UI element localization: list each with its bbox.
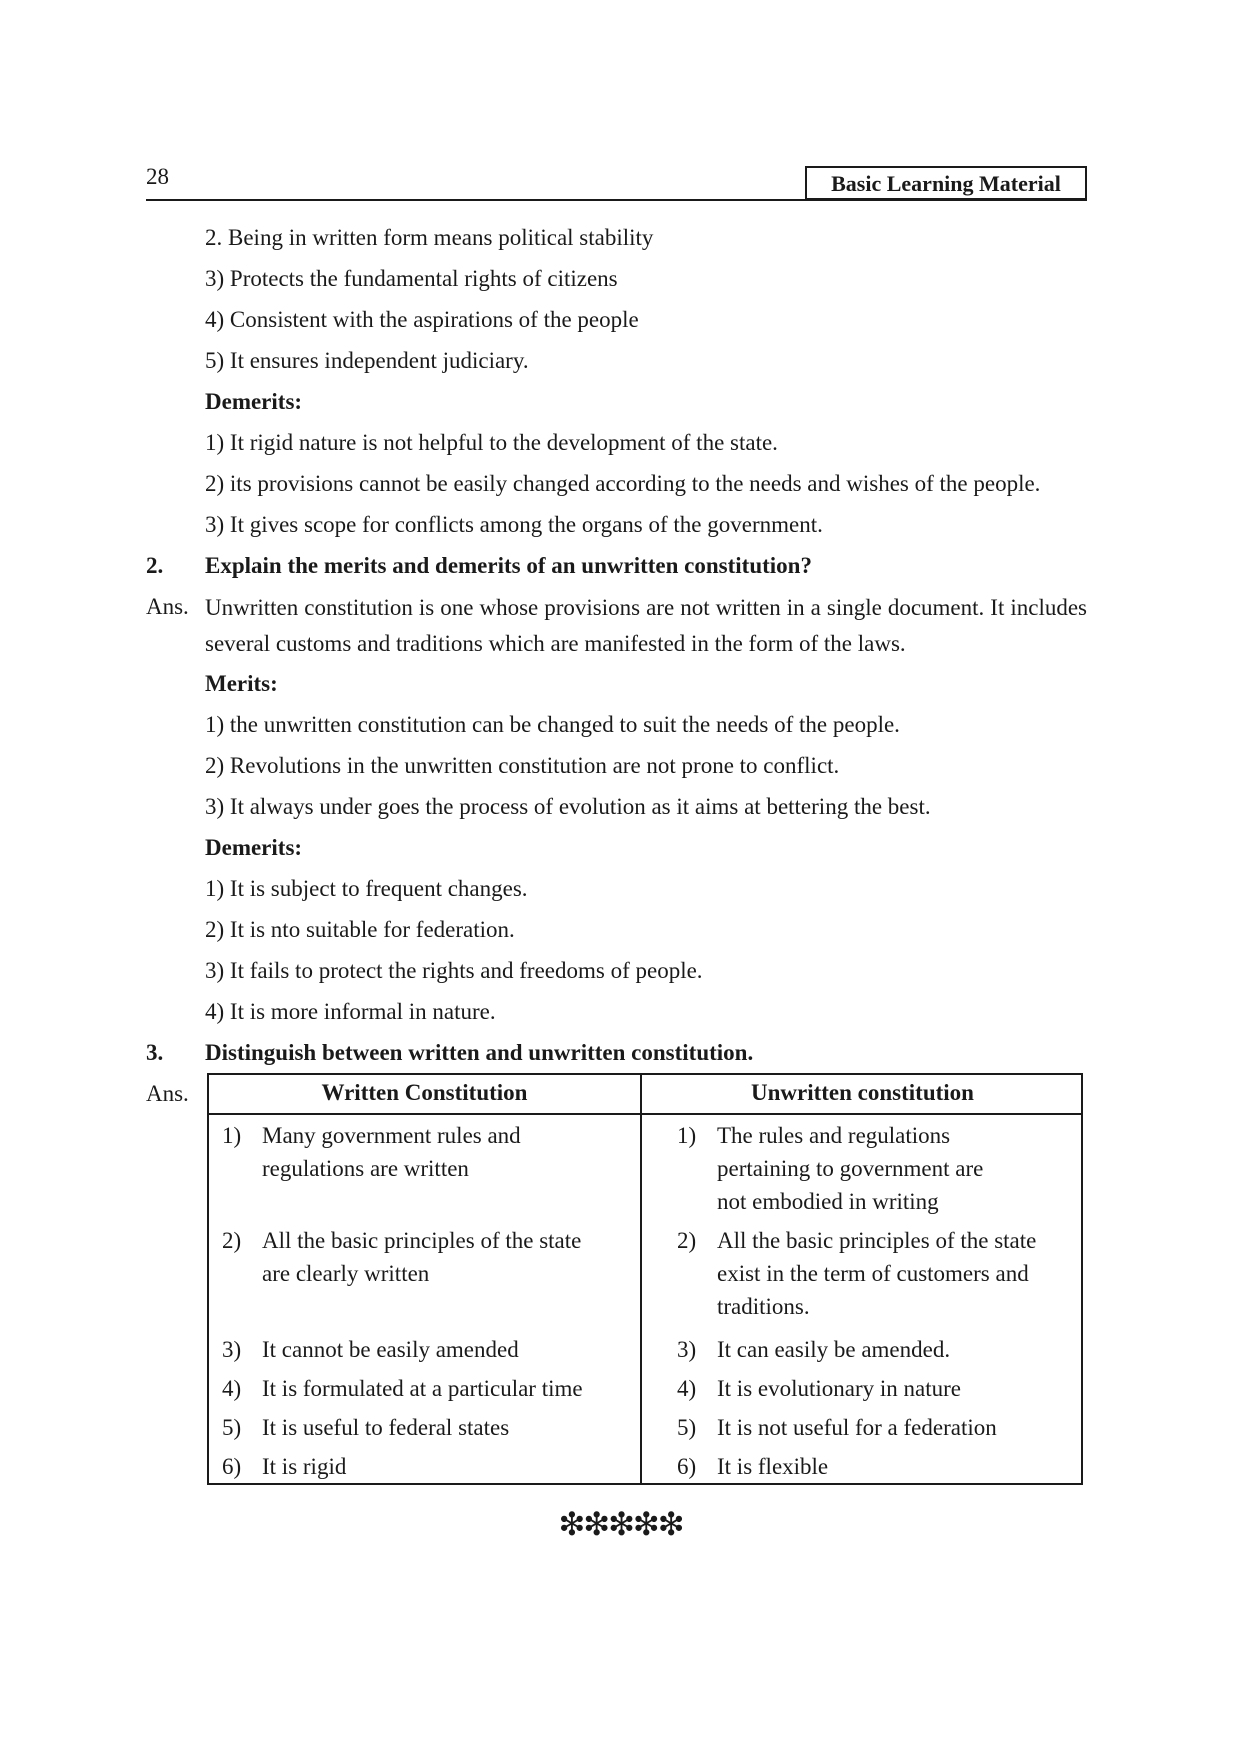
row-6-written-line-1: It is rigid [262,1454,347,1479]
row-1-written-line-1: Many government rules and [262,1123,521,1148]
row-1-unwritten-line-2: pertaining to government are [717,1156,984,1181]
question-3-number: 3. [146,1040,164,1065]
row-2-unwritten-line-2: exist in the term of customers and [717,1261,1029,1286]
unwritten-demerit-4: 4) It is more informal in nature. [205,999,496,1024]
unwritten-merit-3: 3) It always under goes the process of evolution as it aims at bettering the best. [205,794,931,819]
row-5-unwritten-num: 5) [677,1415,697,1440]
header-rule [146,199,1087,201]
row-2-unwritten-line-1: All the basic principles of the state [717,1228,1037,1253]
running-header-title: Basic Learning Material [805,166,1087,200]
row-1-unwritten-line-3: not embodied in writing [717,1189,939,1214]
row-1-unwritten-line-1: The rules and regulations [717,1123,951,1148]
row-4-written-line-1: It is formulated at a particular time [262,1376,583,1401]
row-6-unwritten-num: 6) [677,1454,697,1479]
question-2-number: 2. [146,553,164,578]
unwritten-demerit-3: 3) It fails to protect the rights and freedoms of people. [205,958,703,983]
written-merit-5: 5) It ensures independent judiciary. [205,348,529,373]
unwritten-demerits-heading: Demerits: [205,835,303,860]
row-5-written-line-1: It is useful to federal states [262,1415,510,1440]
unwritten-demerit-1: 1) It is subject to frequent changes. [205,876,528,901]
row-3-written-line-1: It cannot be easily amended [262,1337,519,1362]
row-2-unwritten-line-3: traditions. [717,1294,810,1319]
row-2-written-line-2: are clearly written [262,1261,430,1286]
table-header-unwritten: Unwritten constitution [751,1080,974,1105]
unwritten-merit-2: 2) Revolutions in the unwritten constitution are not prone to conflict. [205,753,840,778]
question-2-answer: Unwritten constitution is one whose provisions are not written in a single document. It includes several customs and traditions which are manifested in the form of the laws. [205,595,1087,656]
question-2-text: Explain the merits and demerits of an unwritten constitution? [205,553,812,578]
table-header-written: Written Constitution [321,1080,528,1105]
row-3-written-num: 3) [222,1337,242,1362]
row-5-unwritten-line-1: It is not useful for a federation [717,1415,997,1440]
row-4-unwritten-num: 4) [677,1376,697,1401]
row-6-written-num: 6) [222,1454,242,1479]
written-demerit-3: 3) It gives scope for conflicts among the organs of the government. [205,512,823,537]
written-demerit-1: 1) It rigid nature is not helpful to the development of the state. [205,430,778,455]
row-4-unwritten-line-1: It is evolutionary in nature [717,1376,961,1401]
end-ornament: ❇❇❇❇❇ [558,1506,683,1542]
written-demerit-2: 2) its provisions cannot be easily changed according to the needs and wishes of the people. [205,471,1041,496]
row-3-unwritten-num: 3) [677,1337,697,1362]
written-merit-2: 2. Being in written form means political stability [205,225,654,250]
row-1-written-line-2: regulations are written [262,1156,469,1181]
row-1-written-num: 1) [222,1123,242,1148]
table-column-rule [640,1075,642,1483]
row-3-unwritten-line-1: It can easily be amended. [717,1337,951,1362]
row-2-written-line-1: All the basic principles of the state [262,1228,582,1253]
unwritten-demerit-2: 2) It is nto suitable for federation. [205,917,515,942]
question-3-text: Distinguish between written and unwritten constitution. [205,1040,754,1065]
written-merit-3: 3) Protects the fundamental rights of citizens [205,266,618,291]
page-number: 28 [146,164,169,189]
row-6-unwritten-line-1: It is flexible [717,1454,829,1479]
row-2-unwritten-num: 2) [677,1228,697,1253]
row-4-written-num: 4) [222,1376,242,1401]
table-header-rule [209,1113,1081,1115]
written-demerits-heading: Demerits: [205,389,303,414]
question-3-ans-label: Ans. [146,1081,189,1106]
row-5-written-num: 5) [222,1415,242,1440]
row-1-unwritten-num: 1) [677,1123,697,1148]
comparison-table [207,1073,1083,1485]
unwritten-merits-heading: Merits: [205,671,278,696]
written-merit-4: 4) Consistent with the aspirations of the people [205,307,639,332]
row-2-written-num: 2) [222,1228,242,1253]
question-2-ans-label: Ans. [146,594,189,619]
unwritten-merit-1: 1) the unwritten constitution can be changed to suit the needs of the people. [205,712,900,737]
